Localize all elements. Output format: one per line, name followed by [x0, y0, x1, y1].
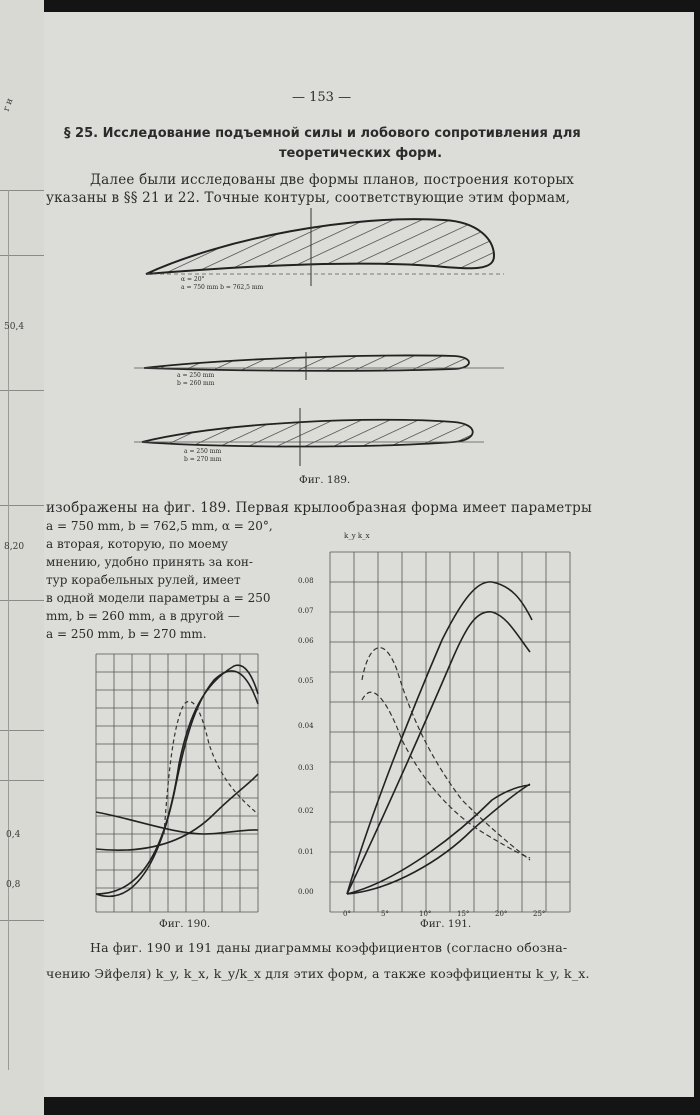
paragraph-line: в одной модели параметры a = 250 — [46, 591, 271, 605]
left-page-fragment: r и — [1, 97, 16, 113]
paragraph-line: мнению, удобно принять за кон- — [46, 555, 253, 569]
x-tick-label: 0° — [343, 910, 351, 918]
paragraph-line: mm, b = 260 mm, а в другой — — [46, 609, 240, 623]
page-number: — 153 — — [292, 90, 352, 105]
y-tick-label: 0.06 — [298, 637, 314, 645]
left-page-fragment: 0,8 — [6, 880, 21, 890]
figure-191-caption: Фиг. 191. — [420, 918, 472, 930]
profile-3-label: b = 270 mm — [184, 456, 222, 463]
paragraph-line: изображены на фиг. 189. Первая крылообразная форма имеет параметры — [46, 500, 592, 516]
profile-2-label: a = 250 mm — [177, 372, 215, 379]
x-tick-label: 15° — [457, 910, 470, 918]
paragraph-line: указаны в §§ 21 и 22. Точные контуры, соответствующие этим формам, — [46, 190, 571, 206]
x-tick-label: 20° — [495, 910, 508, 918]
y-tick-label: 0.04 — [298, 722, 314, 730]
paragraph-line: чению Эйфеля) k_y, k_x, k_y/k_x для этих форм, а также коэффициенты k_y, k_x. — [46, 966, 590, 981]
book-page — [44, 12, 694, 1097]
figure-190-chart — [84, 644, 274, 914]
left-facing-page — [0, 0, 44, 1115]
y-tick-label: 0.02 — [298, 807, 314, 815]
figure-191-chart — [312, 530, 582, 922]
profile-3-label: a = 250 mm — [184, 448, 222, 455]
paragraph-line: На фиг. 190 и 191 даны диаграммы коэффициентов (согласно обозна- — [90, 940, 568, 955]
y-tick-label: 0.07 — [298, 607, 314, 615]
left-page-fragment: 0,4 — [6, 830, 21, 840]
figure-190-caption: Фиг. 190. — [159, 918, 211, 930]
section-title-continued: теоретических форм. — [279, 146, 443, 161]
profile-1-label: α = 20° — [181, 276, 205, 283]
x-tick-label: 10° — [419, 910, 432, 918]
left-page-fragment: 8,20 — [4, 542, 25, 552]
paragraph-line: Далее были исследованы две формы планов, построения которых — [90, 172, 575, 188]
section-title: § 25. Исследование подъемной силы и лобового сопротивления для — [64, 126, 581, 141]
figure-189-caption: Фиг. 189. — [299, 474, 351, 486]
figure-191-axis-label: k_y k_x — [344, 532, 370, 540]
profile-1-label: a = 750 mm b = 762,5 mm — [181, 284, 264, 291]
airfoil-profile-1 — [146, 208, 504, 286]
paragraph-line: a = 750 mm, b = 762,5 mm, α = 20°, — [46, 519, 273, 533]
left-page-fragment: 50,4 — [4, 322, 25, 332]
x-tick-label: 5° — [381, 910, 389, 918]
y-tick-label: 0.01 — [298, 848, 314, 856]
figure-189-profiles — [134, 208, 604, 478]
x-tick-label: 25° — [533, 910, 546, 918]
paragraph-line: а вторая, которую, по моему — [46, 537, 229, 551]
profile-2-label: b = 260 mm — [177, 380, 215, 387]
paragraph-line: тур корабельных рулей, имеет — [46, 573, 241, 587]
y-tick-label: 0.08 — [298, 577, 314, 585]
y-tick-label: 0.03 — [298, 764, 314, 772]
y-tick-label: 0.00 — [298, 888, 314, 896]
paragraph-line: a = 250 mm, b = 270 mm. — [46, 627, 207, 641]
y-tick-label: 0.05 — [298, 677, 314, 685]
